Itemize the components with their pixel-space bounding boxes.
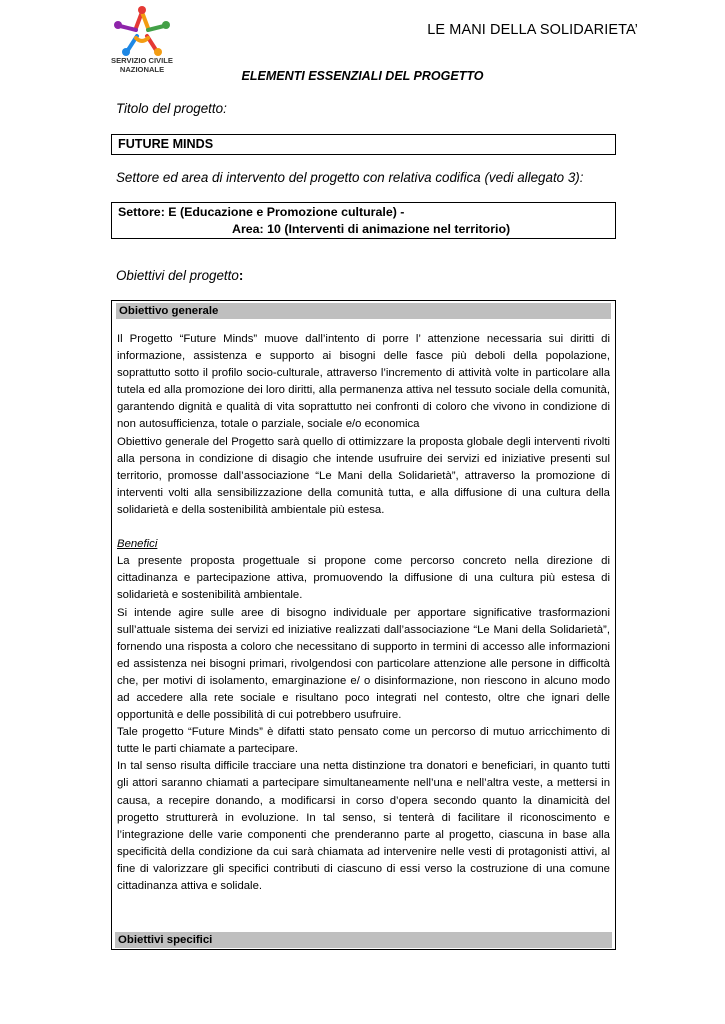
star-people-icon xyxy=(106,4,178,58)
paragraph: La presente proposta progettuale si propone come percorso concreto nella direzione di cittadinanza e partecipazione attiva, promuovendo la diffusione di una cultura più estesa di solidarietà e sostenibilità ambientale. xyxy=(117,555,610,602)
obiettivi-specifici-header: Obiettivi specifici xyxy=(115,932,612,948)
titolo-label: Titolo del progetto: xyxy=(116,101,227,116)
benefici-title: Benefici xyxy=(117,538,158,551)
obiettivi-label-colon: : xyxy=(238,268,244,283)
titolo-value: FUTURE MINDS xyxy=(118,137,214,151)
obiettivo-generale-header: Obiettivo generale xyxy=(116,303,611,319)
document-title: ELEMENTI ESSENZIALI DEL PROGETTO xyxy=(241,69,484,83)
obiettivi-label xyxy=(116,268,243,283)
organization-name: LE MANI DELLA SOLIDARIETA’ xyxy=(427,22,638,38)
logo-caption-line1: SERVIZIO CIVILE xyxy=(111,56,173,65)
paragraph: Si intende agire sulle aree di bisogno individuale per apportare significative trasformazioni sull’attuale sistema dei servizi ed iniziative realizzati dall’associazione “Le Mani della Solidarietà”, fornendo una risposta a coloro che necessitano di supporto in termini di accesso alle informazioni ed assistenza nei bisogni primari, rivolgendosi con particolare attenzione alle persone in difficoltà che, per motivi di isolamento, emarginazione e/ o disinformazione, non riescono in alcuno modo ad accedere alla rete sociale e risultano poco integrati nel contesto, oltre che ignari delle opportunità e delle possibilità di cui potrebbero usufruire. xyxy=(117,606,610,722)
paragraph: Il Progetto “Future Minds” muove dall’intento di porre l’ attenzione necessaria sui diritti di informazione, assistenza e supporto ai bisogni delle fasce più deboli della popolazione, soprattutto sotto il profilo socio-culturale, attraverso l’incremento di attività volte in particolare alla tutela ed alla promozione dei loro diritti, alla permanenza attiva nel tessuto sociale della comunità, garantendo dignità e qualità di vita soprattutto nei confronti di coloro che vivono in condizione di non autosufficienza, totale o parziale, sociale e/o economica xyxy=(117,333,610,431)
area-line: Area: 10 (Interventi di animazione nel territorio) xyxy=(232,222,511,236)
obiettivi-label-text: Obiettivi del progetto xyxy=(116,268,239,283)
paragraph: In tal senso risulta difficile tracciare una netta distinzione tra donatori e beneficiari, in quanto tutti gli attori saranno chiamati a partecipare simultaneamente nell’una e nell’altra veste, a mettersi in causa, a recepire donando, a modificarsi in corso d’opera secondo quanto la dinamicità del progetto strutturerà in evoluzione. In tal senso, si tenterà di facilitare il riconoscimento e l’integrazione delle varie componenti che prenderanno parte al progetto, ciascuna in base alla specificità della condizione da cui sarà chiamata ad intervenire nelle vesti di protagonisti attivi, al fine di valorizzare gli specifici contributi di ciascuno di essi verso la costruzione di una comune cittadinanza attiva e solidale. xyxy=(117,760,610,892)
obiettivi-content xyxy=(117,331,610,895)
paragraph: Obiettivo generale del Progetto sarà quello di ottimizzare la proposta globale degli interventi rivolti alla persona in condizione di disagio che intende usufruire dei servizi ed iniziative presenti sul territorio, promosse dall’associazione “Le Mani della Solidarietà”, attraverso la promozione di interventi volti alla sensibilizzazione della comunità tutta, e alla diffusione di una cultura della solidarietà e della sostenibilità ambientale più estesa. xyxy=(117,435,610,516)
settore-label: Settore ed area di intervento del progetto con relativa codifica (vedi allegato 3): xyxy=(116,170,584,185)
paragraph: Tale progetto “Future Minds” è difatti stato pensato come un percorso di mutuo arricchimento di tutte le parti chiamate a partecipare. xyxy=(117,726,610,756)
logo-caption-line2: NAZIONALE xyxy=(119,64,165,74)
titolo-box xyxy=(111,134,616,155)
settore-box xyxy=(111,202,616,239)
settore-line: Settore: E (Educazione e Promozione culturale) - xyxy=(118,205,405,219)
obiettivi-box xyxy=(111,300,616,950)
